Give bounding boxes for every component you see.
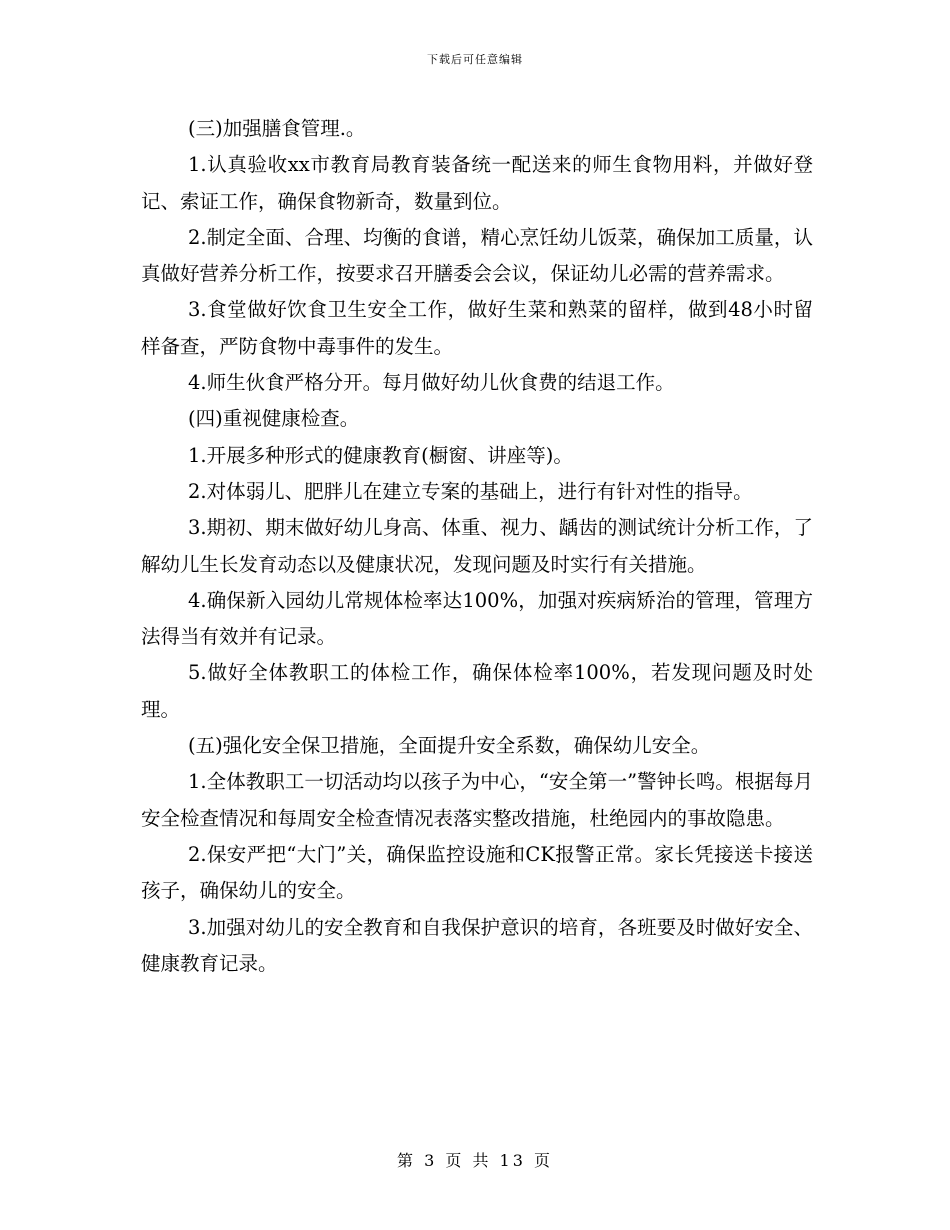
paragraph: 4.师生伙食严格分开。每月做好幼儿伙食费的结退工作。 [188, 371, 675, 395]
paragraph: 2.对体弱儿、肥胖儿在建立专案的基础上，进行有针对性的指导。 [188, 479, 753, 503]
paragraph: 1.全体教职工一切活动均以孩子为中心，“安全第一”警钟长鸣。根据每月安全检查情况和每周安全检查情况表落实整改措施，杜绝园内的事故隐患。 [141, 770, 813, 830]
paragraph: 4.确保新入园幼儿常规体检率达100%，加强对疾病矫治的管理，管理方法得当有效并有记录。 [141, 588, 813, 649]
paragraph: 2.保安严把“大门”关，确保监控设施和CK报警正常。家长凭接送卡接送孩子，确保幼儿的安全。 [141, 842, 813, 903]
section-heading-4: (四)重视健康检查。 [188, 407, 360, 431]
download-note-header: 下载后可任意编辑 [427, 53, 523, 66]
page-number-footer: 第 3 页 共 13 页 [397, 1151, 553, 1170]
paragraph: 3.食堂做好饮食卫生安全工作，做好生菜和熟菜的留样，做到48小时留样备查，严防食物中毒事件的发生。 [141, 298, 813, 358]
document-body [141, 111, 813, 982]
section-heading-3: (三)加强膳食管理.。 [188, 117, 366, 140]
paragraph: 1.认真验收xx市教育局教育装备统一配送来的师生食物用料，并做好登记、索证工作，确保食物新奇，数量到位。 [141, 153, 813, 213]
paragraph: 3.期初、期末做好幼儿身高、体重、视力、龋齿的测试统计分析工作，了解幼儿生长发育动态以及健康状况，发现问题及时实行有关措施。 [141, 516, 813, 576]
paragraph: 5.做好全体教职工的体检工作，确保体检率100%，若发现问题及时处理。 [141, 661, 813, 721]
paragraph: 2.制定全面、合理、均衡的食谱，精心烹饪幼儿饭菜，确保加工质量，认真做好营养分析工作，按要求召开膳委会会议，保证幼儿必需的营养需求。 [141, 225, 813, 286]
paragraph: 3.加强对幼儿的安全教育和自我保护意识的培育，各班要及时做好安全、健康教育记录。 [141, 915, 813, 975]
section-heading-5: (五)强化安全保卫措施，全面提升安全系数，确保幼儿安全。 [188, 734, 711, 758]
paragraph: 1.开展多种形式的健康教育(橱窗、讲座等)。 [188, 443, 573, 467]
